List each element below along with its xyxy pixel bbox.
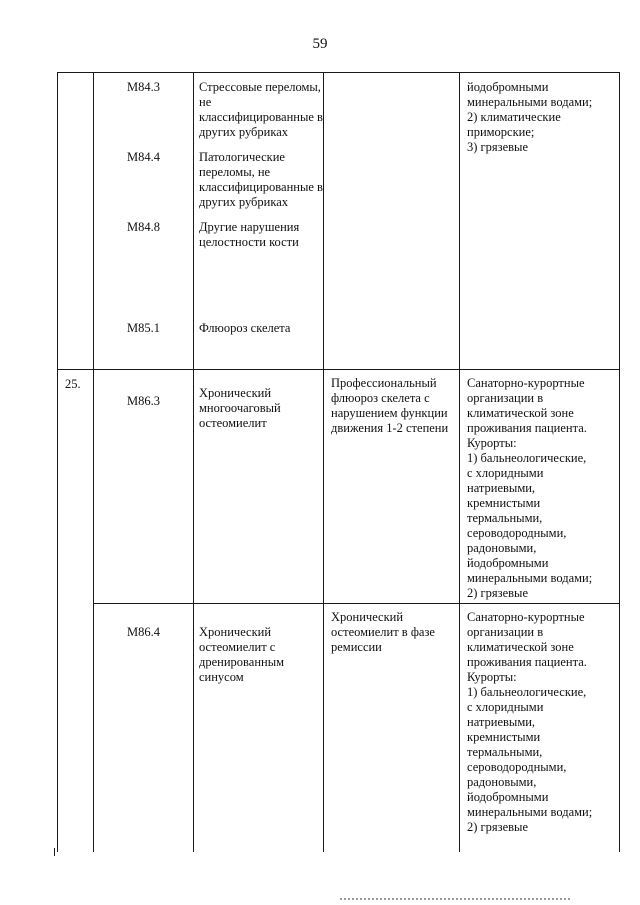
- scan-footer-noise: [340, 898, 570, 904]
- diagnosis-code: M84.8: [127, 220, 160, 234]
- medical-condition: Профессиональный флюороз скелета с нарушением функции движения 1-2 степени: [331, 376, 449, 435]
- diagnosis-code: M85.1: [127, 321, 160, 335]
- treatment-text: Санаторно-курортные организации в климатической зоне проживания пациента. Курорты: 1) бальнеологические, с хлоридными натриевыми, кремнистыми термальными, сероводородными, радоновыми, йодобромными минеральными водами; 2) грязевые: [467, 610, 593, 834]
- diagnosis-name: Хронический остеомиелит с дренированным синусом: [199, 625, 285, 684]
- treatment-text: йодобромными минеральными водами; 2) климатические приморские; 3) грязевые: [467, 80, 593, 154]
- column-divider-4: [459, 72, 460, 852]
- diagnosis-code: M86.4: [127, 625, 160, 639]
- classification-table: [57, 72, 619, 852]
- table-border-left: [57, 72, 58, 852]
- diagnosis-name: Хронический многоочаговый остеомиелит: [199, 386, 281, 430]
- column-divider-1: [93, 72, 94, 852]
- scan-edge-mark: [54, 848, 59, 856]
- row-number: 25.: [65, 377, 81, 391]
- page-number: 59: [312, 36, 328, 52]
- diagnosis-name: Флюороз скелета: [199, 321, 291, 335]
- column-divider-3: [323, 72, 324, 852]
- diagnosis-name: Стрессовые переломы, не классифицированные в других рубриках: [199, 80, 323, 139]
- table-border-top: [57, 72, 619, 73]
- row-divider-25: [57, 369, 619, 370]
- diagnosis-code: M84.3: [127, 80, 160, 94]
- diagnosis-code: M86.3: [127, 394, 160, 408]
- diagnosis-code: M84.4: [127, 150, 160, 164]
- table-border-right: [619, 72, 620, 852]
- diagnosis-name: Другие нарушения целостности кости: [199, 220, 300, 249]
- treatment-text: Санаторно-курортные организации в климатической зоне проживания пациента. Курорты: 1) бальнеологические, с хлоридными натриевыми, кремнистыми термальными, сероводородными, радоновыми, йодобромными минеральными водами; 2) грязевые: [467, 376, 593, 600]
- column-divider-2: [193, 72, 194, 852]
- diagnosis-name: Патологические переломы, не классифицированные в других рубриках: [199, 150, 323, 209]
- subrow-divider: [93, 603, 619, 604]
- medical-condition: Хронический остеомиелит в фазе ремиссии: [331, 610, 435, 654]
